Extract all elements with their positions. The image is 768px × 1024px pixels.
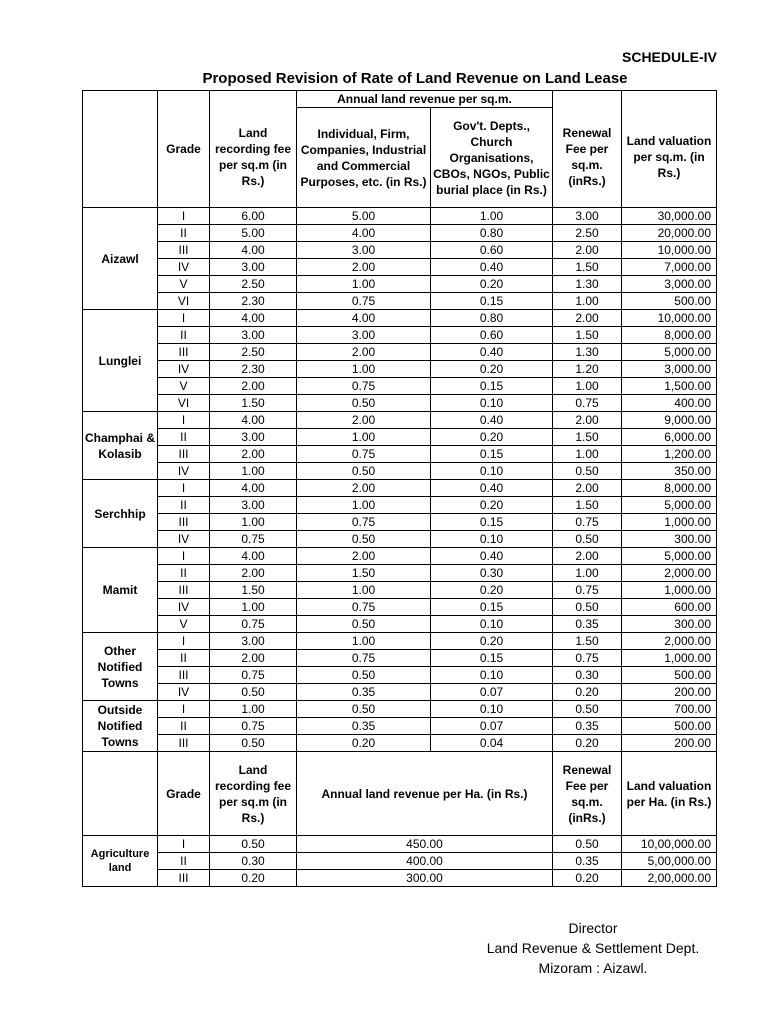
valuation-cell: 2,000.00: [622, 633, 717, 650]
recording-fee-cell: 0.50: [210, 735, 297, 752]
grade-cell: III: [158, 582, 210, 599]
table-row: [83, 684, 717, 701]
individual-rate-cell: 3.00: [297, 242, 431, 259]
individual-rate-cell: 1.50: [297, 565, 431, 582]
grade-cell: III: [158, 344, 210, 361]
renewal-fee-cell: 1.00: [553, 378, 622, 395]
valuation-cell: 1,500.00: [622, 378, 717, 395]
agri-valuation-header: Land valuation per Ha. (in Rs.): [622, 752, 717, 836]
renewal-fee-cell: 2.00: [553, 480, 622, 497]
individual-rate-header: Individual, Firm, Companies, Industrial and Commercial Purposes, etc. (in Rs.): [297, 108, 431, 208]
valuation-cell: 7,000.00: [622, 259, 717, 276]
grade-cell: II: [158, 497, 210, 514]
individual-rate-cell: 2.00: [297, 412, 431, 429]
signature-title: Director: [568, 920, 618, 936]
recording-fee-cell: 0.75: [210, 718, 297, 735]
recording-fee-cell: 1.50: [210, 582, 297, 599]
renewal-fee-cell: 1.50: [553, 327, 622, 344]
valuation-cell: 6,000.00: [622, 429, 717, 446]
valuation-cell: 700.00: [622, 701, 717, 718]
individual-rate-cell: 0.50: [297, 531, 431, 548]
valuation-cell: 10,00,000.00: [622, 836, 717, 853]
recording-fee-cell: 4.00: [210, 412, 297, 429]
renewal-fee-cell: 2.00: [553, 548, 622, 565]
renewal-fee-cell: 0.35: [553, 853, 622, 870]
valuation-cell: 30,000.00: [622, 208, 717, 225]
grade-cell: II: [158, 718, 210, 735]
region-name: Lunglei: [83, 310, 158, 412]
individual-rate-cell: 0.75: [297, 599, 431, 616]
grade-cell: I: [158, 480, 210, 497]
table-row: [83, 667, 717, 684]
individual-rate-cell: 0.75: [297, 650, 431, 667]
govt-rate-cell: 0.40: [431, 548, 553, 565]
valuation-cell: 350.00: [622, 463, 717, 480]
govt-rate-cell: 0.20: [431, 497, 553, 514]
govt-rate-cell: 0.15: [431, 446, 553, 463]
renewal-fee-cell: 0.75: [553, 514, 622, 531]
renewal-fee-cell: 1.50: [553, 633, 622, 650]
recording-fee-cell: 2.50: [210, 344, 297, 361]
agri-annual-revenue-header: Annual land revenue per Ha. (in Rs.): [297, 752, 553, 836]
table-row: [83, 412, 717, 429]
govt-rate-cell: 0.15: [431, 650, 553, 667]
table-row: [83, 548, 717, 565]
renewal-fee-cell: 0.75: [553, 395, 622, 412]
table-row: [83, 650, 717, 667]
renewal-fee-cell: 0.50: [553, 701, 622, 718]
rate-rows: [83, 208, 717, 752]
renewal-fee-cell: 0.35: [553, 616, 622, 633]
govt-rate-cell: 0.20: [431, 276, 553, 293]
valuation-header: Land valuation per sq.m. (in Rs.): [622, 108, 717, 208]
grade-cell: II: [158, 429, 210, 446]
renewal-header-top: [553, 91, 622, 108]
table-row: [83, 446, 717, 463]
grade-cell: I: [158, 310, 210, 327]
table-row: [83, 293, 717, 310]
valuation-cell: 3,000.00: [622, 361, 717, 378]
grade-cell: II: [158, 327, 210, 344]
valuation-cell: 2,00,000.00: [622, 870, 717, 887]
renewal-fee-cell: 1.20: [553, 361, 622, 378]
grade-header: Grade: [158, 91, 210, 208]
renewal-fee-cell: 1.30: [553, 344, 622, 361]
recording-fee-cell: 0.20: [210, 870, 297, 887]
recording-fee-cell: 0.30: [210, 853, 297, 870]
renewal-fee-cell: 0.20: [553, 870, 622, 887]
renewal-fee-cell: 0.50: [553, 836, 622, 853]
individual-rate-cell: 2.00: [297, 259, 431, 276]
table-row: [83, 514, 717, 531]
renewal-fee-cell: 0.50: [553, 463, 622, 480]
table-row: [83, 735, 717, 752]
grade-cell: III: [158, 514, 210, 531]
individual-rate-cell: 4.00: [297, 310, 431, 327]
valuation-cell: 200.00: [622, 684, 717, 701]
renewal-fee-cell: 1.50: [553, 429, 622, 446]
agri-recording-fee-header: Land recording fee per sq.m (in Rs.): [210, 752, 297, 836]
grade-cell: I: [158, 548, 210, 565]
table-row: [83, 497, 717, 514]
individual-rate-cell: 1.00: [297, 361, 431, 378]
recording-fee-cell: 2.00: [210, 650, 297, 667]
govt-rate-cell: 0.15: [431, 378, 553, 395]
govt-rate-cell: 0.07: [431, 718, 553, 735]
govt-rate-cell: 0.20: [431, 633, 553, 650]
individual-rate-cell: 0.75: [297, 378, 431, 395]
grade-cell: V: [158, 276, 210, 293]
grade-cell: V: [158, 378, 210, 395]
renewal-fee-cell: 1.00: [553, 446, 622, 463]
govt-rate-cell: 0.10: [431, 463, 553, 480]
individual-rate-cell: 1.00: [297, 582, 431, 599]
grade-cell: III: [158, 870, 210, 887]
recording-fee-cell: 1.00: [210, 599, 297, 616]
renewal-fee-cell: 0.75: [553, 582, 622, 599]
annual-revenue-cell: 300.00: [297, 870, 553, 887]
recording-fee-cell: 2.30: [210, 361, 297, 378]
recording-fee-cell: 3.00: [210, 259, 297, 276]
recording-fee-cell: 4.00: [210, 310, 297, 327]
govt-rate-cell: 0.10: [431, 667, 553, 684]
govt-rate-cell: 0.60: [431, 242, 553, 259]
grade-cell: II: [158, 650, 210, 667]
recording-fee-cell: 0.50: [210, 684, 297, 701]
renewal-fee-cell: 0.75: [553, 650, 622, 667]
land-revenue-table: [82, 90, 717, 887]
individual-rate-cell: 0.75: [297, 446, 431, 463]
recording-fee-cell: 0.75: [210, 531, 297, 548]
govt-rate-cell: 0.40: [431, 480, 553, 497]
individual-rate-cell: 1.00: [297, 429, 431, 446]
govt-rate-cell: 0.07: [431, 684, 553, 701]
valuation-cell: 3,000.00: [622, 276, 717, 293]
valuation-cell: 500.00: [622, 667, 717, 684]
individual-rate-cell: 0.50: [297, 667, 431, 684]
table-row: [83, 225, 717, 242]
recording-fee-cell: 4.00: [210, 548, 297, 565]
individual-rate-cell: 0.50: [297, 616, 431, 633]
table-row: [83, 310, 717, 327]
valuation-cell: 9,000.00: [622, 412, 717, 429]
renewal-fee-cell: 1.50: [553, 497, 622, 514]
govt-rate-cell: 0.20: [431, 429, 553, 446]
individual-rate-cell: 0.50: [297, 463, 431, 480]
govt-rate-cell: 0.40: [431, 412, 553, 429]
recording-fee-cell: 0.50: [210, 836, 297, 853]
table-row: [83, 870, 717, 887]
renewal-fee-cell: 2.00: [553, 412, 622, 429]
table-row: [83, 429, 717, 446]
annual-revenue-cell: 450.00: [297, 836, 553, 853]
renewal-fee-header: Renewal Fee per sq.m. (inRs.): [553, 108, 622, 208]
renewal-fee-cell: 0.35: [553, 718, 622, 735]
valuation-cell: 300.00: [622, 531, 717, 548]
renewal-fee-cell: 0.30: [553, 667, 622, 684]
renewal-fee-cell: 0.20: [553, 684, 622, 701]
table-row: [83, 395, 717, 412]
grade-cell: IV: [158, 361, 210, 378]
valuation-cell: 500.00: [622, 718, 717, 735]
individual-rate-cell: 0.35: [297, 718, 431, 735]
grade-cell: III: [158, 242, 210, 259]
individual-rate-cell: 0.50: [297, 395, 431, 412]
valuation-cell: 5,000.00: [622, 548, 717, 565]
govt-rate-cell: 0.10: [431, 395, 553, 412]
govt-rate-cell: 0.10: [431, 616, 553, 633]
individual-rate-cell: 5.00: [297, 208, 431, 225]
valuation-cell: 5,00,000.00: [622, 853, 717, 870]
govt-rate-cell: 1.00: [431, 208, 553, 225]
valuation-cell: 500.00: [622, 293, 717, 310]
recording-fee-cell: 5.00: [210, 225, 297, 242]
recording-fee-cell: 4.00: [210, 242, 297, 259]
table-row: [83, 633, 717, 650]
recording-fee-cell: 2.00: [210, 446, 297, 463]
recording-fee-cell: 2.50: [210, 276, 297, 293]
table-row: [83, 208, 717, 225]
govt-rate-cell: 0.20: [431, 361, 553, 378]
renewal-fee-cell: 0.50: [553, 531, 622, 548]
valuation-header-top: [622, 91, 717, 108]
signature-location: Mizoram : Aizawl.: [538, 960, 648, 976]
govt-rate-cell: 0.60: [431, 327, 553, 344]
table-row: [83, 531, 717, 548]
govt-rate-cell: 0.20: [431, 582, 553, 599]
valuation-cell: 10,000.00: [622, 242, 717, 259]
valuation-cell: 5,000.00: [622, 344, 717, 361]
individual-rate-cell: 2.00: [297, 548, 431, 565]
recording-fee-cell: 6.00: [210, 208, 297, 225]
annual-revenue-group-header: Annual land revenue per sq.m.: [297, 91, 553, 108]
agri-grade-header: Grade: [158, 752, 210, 836]
govt-rate-cell: 0.04: [431, 735, 553, 752]
grade-cell: IV: [158, 684, 210, 701]
grade-cell: VI: [158, 395, 210, 412]
govt-rate-cell: 0.40: [431, 259, 553, 276]
renewal-fee-cell: 1.00: [553, 565, 622, 582]
document-title: Proposed Revision of Rate of Land Revenue on Land Lease: [202, 70, 628, 87]
recording-fee-cell: 1.50: [210, 395, 297, 412]
recording-fee-cell: 0.75: [210, 667, 297, 684]
valuation-cell: 8,000.00: [622, 480, 717, 497]
govt-rate-cell: 0.15: [431, 514, 553, 531]
table-row: [83, 259, 717, 276]
grade-cell: IV: [158, 531, 210, 548]
renewal-fee-cell: 1.00: [553, 293, 622, 310]
valuation-cell: 200.00: [622, 735, 717, 752]
region-header: [83, 91, 158, 208]
region-name: Mamit: [83, 548, 158, 633]
govt-rate-cell: 0.80: [431, 310, 553, 327]
grade-cell: IV: [158, 599, 210, 616]
recording-fee-cell: 1.00: [210, 514, 297, 531]
region-name: Aizawl: [83, 208, 158, 310]
individual-rate-cell: 0.35: [297, 684, 431, 701]
table-row: [83, 718, 717, 735]
region-name: Outside Notified Towns: [83, 701, 158, 752]
individual-rate-cell: 2.00: [297, 344, 431, 361]
recording-fee-cell: 3.00: [210, 327, 297, 344]
table-row: [83, 327, 717, 344]
table-row: [83, 463, 717, 480]
grade-cell: I: [158, 412, 210, 429]
individual-rate-cell: 1.00: [297, 497, 431, 514]
recording-fee-cell: 2.00: [210, 565, 297, 582]
table-row: [83, 701, 717, 718]
grade-cell: IV: [158, 463, 210, 480]
individual-rate-cell: 0.50: [297, 701, 431, 718]
renewal-fee-cell: 3.00: [553, 208, 622, 225]
grade-cell: II: [158, 565, 210, 582]
valuation-cell: 1,000.00: [622, 650, 717, 667]
recording-fee-cell: 3.00: [210, 633, 297, 650]
grade-cell: III: [158, 446, 210, 463]
individual-rate-cell: 0.20: [297, 735, 431, 752]
region-name: Champhai & Kolasib: [83, 412, 158, 480]
renewal-fee-cell: 2.00: [553, 242, 622, 259]
individual-rate-cell: 0.75: [297, 514, 431, 531]
table-row: [83, 378, 717, 395]
individual-rate-cell: 1.00: [297, 276, 431, 293]
recording-fee-cell: 1.00: [210, 463, 297, 480]
renewal-fee-cell: 1.30: [553, 276, 622, 293]
agri-renewal-fee-header: Renewal Fee per sq.m. (inRs.): [553, 752, 622, 836]
region-name: Serchhip: [83, 480, 158, 548]
valuation-cell: 5,000.00: [622, 497, 717, 514]
table-row: [83, 361, 717, 378]
table-row: [83, 616, 717, 633]
valuation-cell: 600.00: [622, 599, 717, 616]
govt-rate-cell: 0.15: [431, 599, 553, 616]
agriculture-rows: [83, 836, 717, 887]
individual-rate-cell: 3.00: [297, 327, 431, 344]
govt-rate-cell: 0.80: [431, 225, 553, 242]
valuation-cell: 8,000.00: [622, 327, 717, 344]
individual-rate-cell: 2.00: [297, 480, 431, 497]
valuation-cell: 300.00: [622, 616, 717, 633]
signature-department: Land Revenue & Settlement Dept.: [486, 940, 700, 956]
recording-fee-cell: 0.75: [210, 616, 297, 633]
govt-rate-cell: 0.10: [431, 531, 553, 548]
grade-cell: IV: [158, 259, 210, 276]
recording-fee-cell: 2.30: [210, 293, 297, 310]
renewal-fee-cell: 2.50: [553, 225, 622, 242]
grade-cell: I: [158, 633, 210, 650]
valuation-cell: 1,000.00: [622, 514, 717, 531]
grade-cell: II: [158, 853, 210, 870]
valuation-cell: 20,000.00: [622, 225, 717, 242]
table-row: [83, 582, 717, 599]
schedule-label: SCHEDULE-IV: [622, 49, 717, 65]
individual-rate-cell: 1.00: [297, 633, 431, 650]
recording-fee-header: Land recording fee per sq.m (in Rs.): [210, 108, 297, 208]
table-row: [83, 599, 717, 616]
table-row: [83, 344, 717, 361]
recording-fee-header-top: [210, 91, 297, 108]
recording-fee-cell: 4.00: [210, 480, 297, 497]
recording-fee-cell: 3.00: [210, 497, 297, 514]
table-row: [83, 242, 717, 259]
valuation-cell: 2,000.00: [622, 565, 717, 582]
recording-fee-cell: 3.00: [210, 429, 297, 446]
table-row: [83, 276, 717, 293]
signature-block: [470, 918, 716, 978]
grade-cell: III: [158, 735, 210, 752]
grade-cell: III: [158, 667, 210, 684]
renewal-fee-cell: 1.50: [553, 259, 622, 276]
valuation-cell: 1,000.00: [622, 582, 717, 599]
individual-rate-cell: 4.00: [297, 225, 431, 242]
individual-rate-cell: 0.75: [297, 293, 431, 310]
table-row: [83, 836, 717, 853]
grade-cell: I: [158, 208, 210, 225]
renewal-fee-cell: 2.00: [553, 310, 622, 327]
grade-cell: I: [158, 836, 210, 853]
valuation-cell: 1,200.00: [622, 446, 717, 463]
table-row: [83, 565, 717, 582]
valuation-cell: 400.00: [622, 395, 717, 412]
annual-revenue-cell: 400.00: [297, 853, 553, 870]
agriculture-section: [83, 752, 717, 836]
grade-cell: VI: [158, 293, 210, 310]
grade-cell: II: [158, 225, 210, 242]
recording-fee-cell: 2.00: [210, 378, 297, 395]
valuation-cell: 10,000.00: [622, 310, 717, 327]
table-row: [83, 853, 717, 870]
recording-fee-cell: 1.00: [210, 701, 297, 718]
govt-rate-header: Gov't. Depts., Church Organisations, CBOs, NGOs, Public burial place (in Rs.): [431, 108, 553, 208]
renewal-fee-cell: 0.20: [553, 735, 622, 752]
region-name: Other Notified Towns: [83, 633, 158, 701]
region-name: Agriculture land: [83, 836, 158, 887]
govt-rate-cell: 0.40: [431, 344, 553, 361]
table-row: [83, 480, 717, 497]
govt-rate-cell: 0.30: [431, 565, 553, 582]
agri-region-header: [83, 752, 158, 836]
grade-cell: I: [158, 701, 210, 718]
govt-rate-cell: 0.15: [431, 293, 553, 310]
renewal-fee-cell: 0.50: [553, 599, 622, 616]
grade-cell: V: [158, 616, 210, 633]
govt-rate-cell: 0.10: [431, 701, 553, 718]
